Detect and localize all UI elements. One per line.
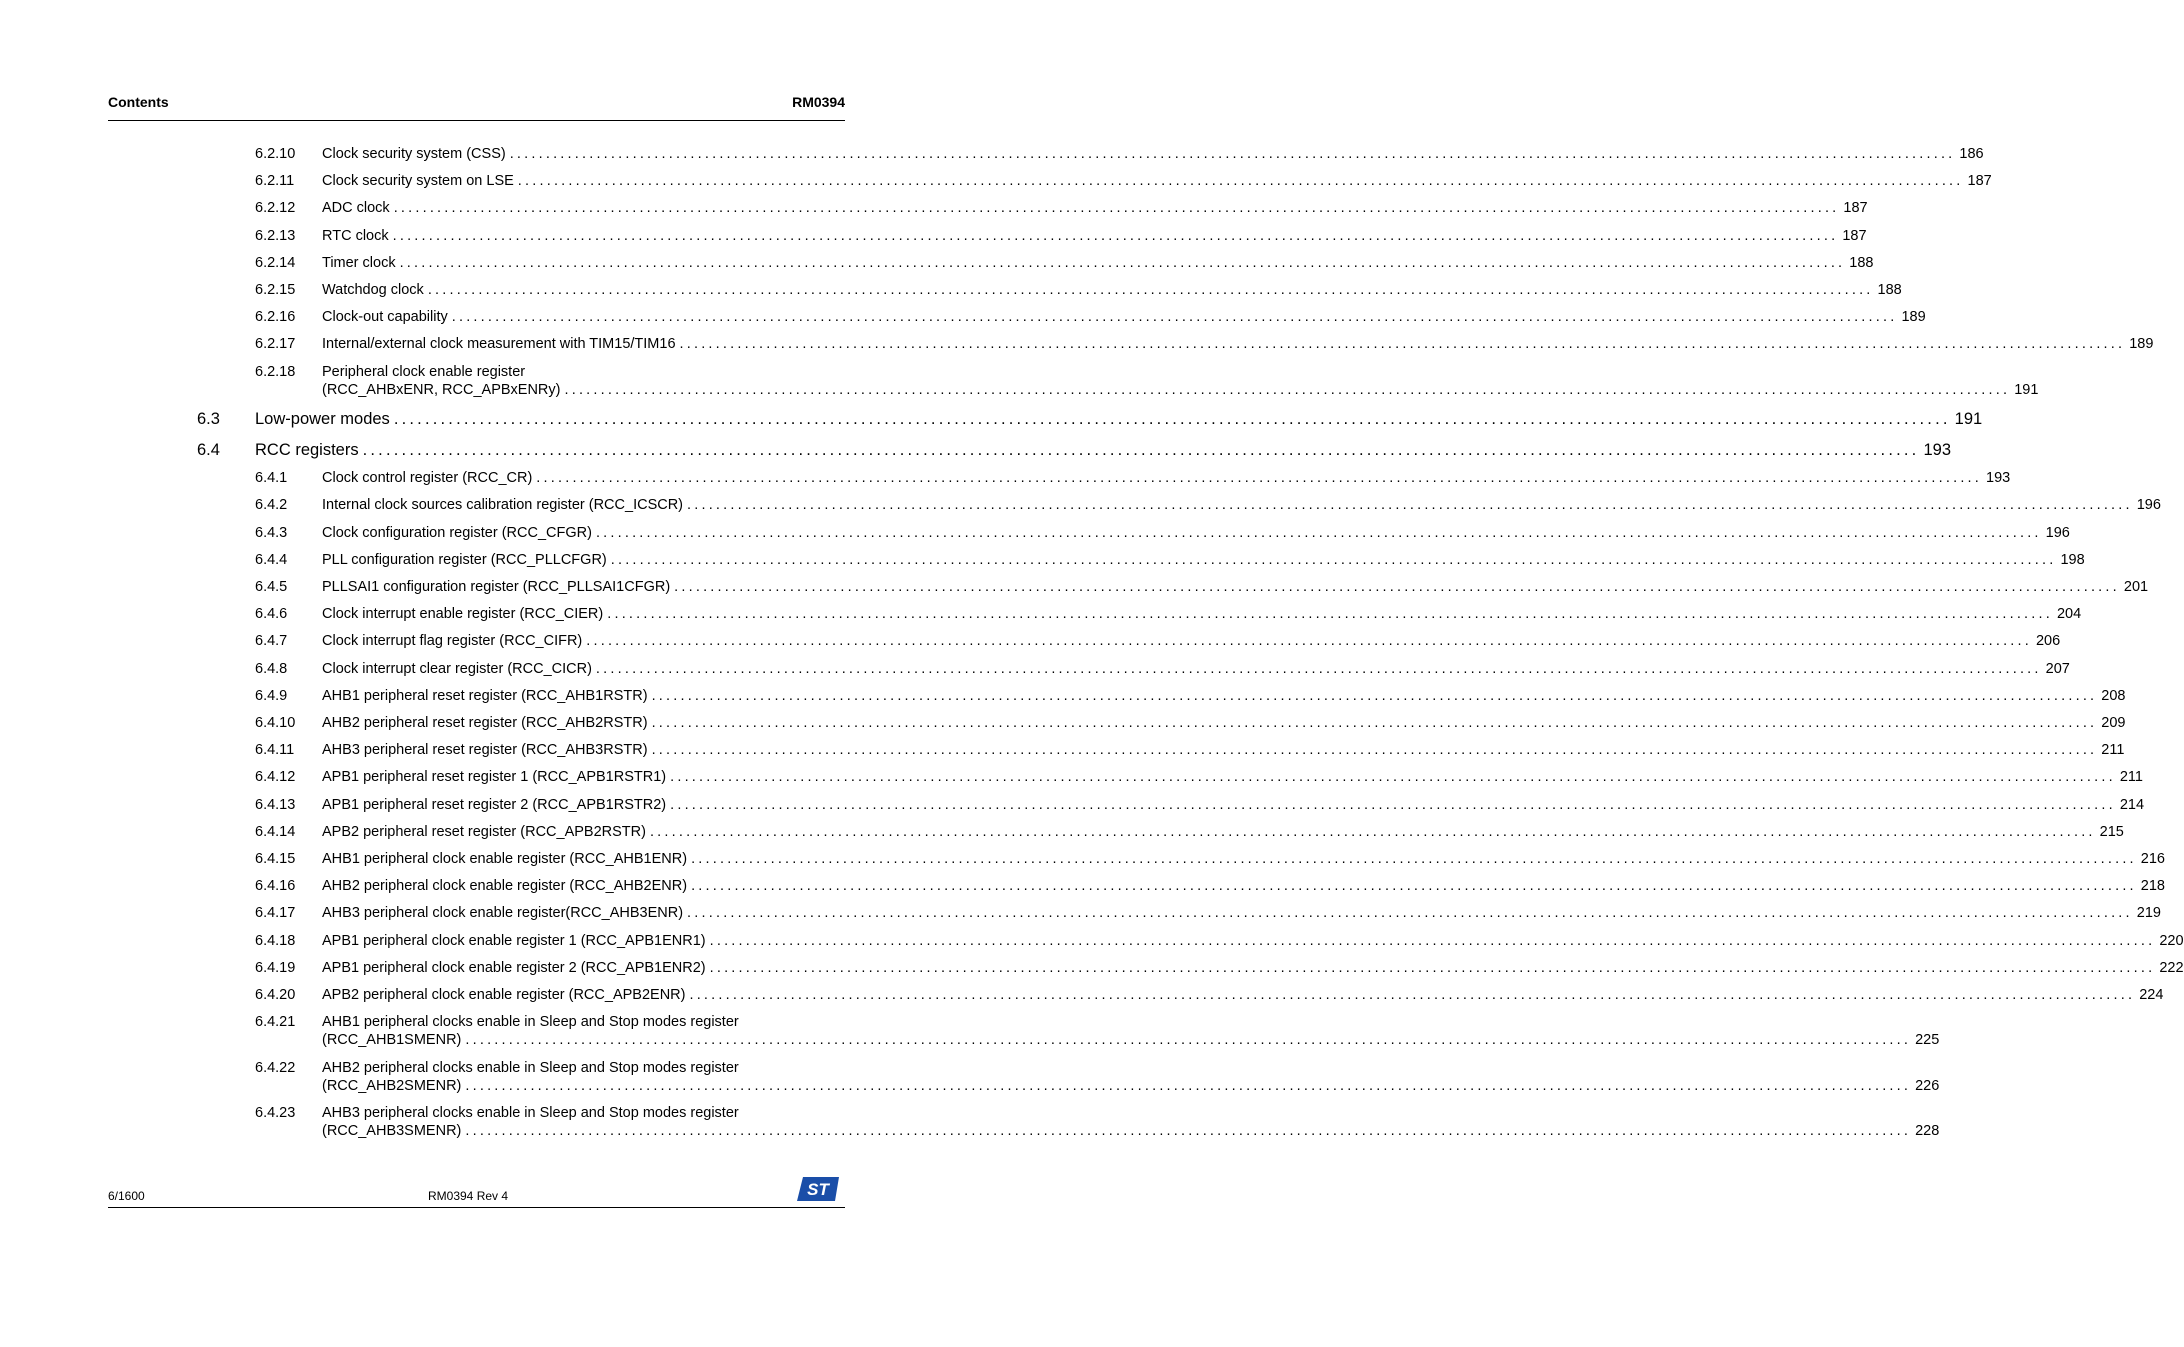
- toc-entry-title-line: Peripheral clock enable register: [322, 363, 526, 380]
- toc-entry-line: [322, 660, 2070, 678]
- toc-entry-number: 6.4.1: [255, 470, 288, 487]
- toc-dot-leader: ........................................................................................................................................................................................................: [595, 524, 2042, 541]
- toc-entry-line: [322, 959, 2184, 977]
- toc-entry-line: [322, 768, 2143, 786]
- toc-entry-title: APB1 peripheral clock enable register 1 (RCC_APB1ENR1): [322, 932, 706, 949]
- toc-entry-title: Clock control register (RCC_CR): [322, 470, 533, 487]
- toc-entry-number: 6.4.8: [255, 660, 288, 677]
- toc-entry-line: [322, 1077, 1940, 1095]
- toc-dot-leader: ........................................................................................................................................................................................................: [691, 850, 2137, 867]
- toc-dot-leader: ........................................................................................................................................................................................................: [399, 254, 1846, 271]
- toc-entry-number: 6.2.13: [255, 227, 296, 244]
- toc-entry-page: 193: [1923, 440, 1951, 459]
- toc-entry-page: 228: [1915, 1123, 1940, 1140]
- toc-entry-number: 6.4.9: [255, 687, 288, 704]
- toc-entry-line: [255, 410, 1983, 429]
- toc-entry-page: 216: [2140, 850, 2165, 867]
- toc-entry-line: [322, 281, 1902, 299]
- toc-entry-line: [322, 381, 2039, 399]
- toc-entry-page: 196: [2045, 524, 2070, 541]
- toc-entry-line: [322, 551, 2085, 569]
- st-logo-icon: [797, 1177, 839, 1201]
- toc-entry-line: [322, 796, 2145, 814]
- toc-entry-title: APB1 peripheral reset register 1 (RCC_APB1RSTR1): [322, 769, 667, 786]
- toc-dot-leader: ........................................................................................................................................................................................................: [651, 742, 2098, 759]
- toc-entry-number: 6.2.10: [255, 146, 296, 162]
- toc-entry-title: Clock interrupt clear register (RCC_CICR): [322, 660, 592, 677]
- toc-entry-page: 191: [1954, 410, 1983, 429]
- toc-entry-page: 188: [1849, 254, 1874, 271]
- toc-entry-number: 6.4.22: [255, 1059, 296, 1076]
- toc-dot-leader: ........................................................................................................................................................................................................: [687, 497, 2133, 514]
- toc-entry-title: Internal clock sources calibration register (RCC_ICSCR): [322, 497, 684, 514]
- toc-entry-title: AHB1 peripheral clock enable register (RCC_AHB1ENR): [322, 850, 688, 867]
- toc-entry-page: 189: [1901, 309, 1926, 326]
- toc-entry-page: 201: [2123, 578, 2149, 595]
- toc-entry-page: 189: [2129, 336, 2154, 353]
- toc-entry-title: Clock security system on LSE: [322, 173, 514, 190]
- toc-entry-page: 214: [2119, 796, 2145, 813]
- toc-entry-page: 198: [2060, 551, 2085, 568]
- toc-entry-line: [322, 904, 2161, 922]
- toc-dot-leader: ........................................................................................................................................................................................................: [465, 1077, 1912, 1094]
- toc-entry-line: [322, 850, 2165, 868]
- toc-entry-title: APB2 peripheral reset register (RCC_APB2RSTR): [322, 823, 646, 840]
- toc-entry-line: [322, 632, 2061, 650]
- page-header: [108, 94, 845, 121]
- toc-entry-line: [322, 227, 1867, 245]
- toc-entry-line: [322, 145, 1984, 163]
- footer-document-revision: RM0394 Rev 4: [428, 1189, 509, 1203]
- toc-entry-number: 6.4.6: [255, 606, 288, 623]
- toc-entry-number: 6.4.21: [255, 1014, 296, 1031]
- toc-entry-title: AHB3 peripheral reset register (RCC_AHB3RSTR): [322, 742, 648, 759]
- toc-entry-line: [322, 524, 2070, 542]
- toc-dot-leader: ........................................................................................................................................................................................................: [651, 714, 2098, 731]
- toc-dot-leader: ........................................................................................................................................................................................................: [649, 823, 2096, 840]
- toc-entry-number: 6.4.3: [255, 524, 288, 541]
- toc-entry-title-line: AHB2 peripheral clocks enable in Sleep and Stop modes register: [322, 1059, 739, 1076]
- toc-entry-title: AHB2 peripheral reset register (RCC_AHB2RSTR): [322, 714, 648, 731]
- toc-entry-page: 222: [2159, 959, 2184, 976]
- toc-entry-page: 196: [2136, 497, 2161, 514]
- toc-entry-page: 225: [1915, 1032, 1940, 1049]
- toc-entry-number: 6.4.12: [255, 769, 296, 786]
- toc-entry-line: [322, 578, 2149, 596]
- toc-entry-title: Clock interrupt flag register (RCC_CIFR): [322, 633, 583, 650]
- toc-entry-number: 6.4.15: [255, 850, 296, 867]
- toc-entry-number: 6.4.4: [255, 551, 288, 568]
- toc-entry-line: [255, 440, 1951, 459]
- toc-entry-title: Watchdog clock: [322, 282, 424, 298]
- toc-dot-leader: ........................................................................................................................................................................................................: [679, 336, 2126, 353]
- toc-entry-page: 187: [1967, 173, 1992, 190]
- toc-dot-leader: ........................................................................................................................................................................................................: [651, 687, 2098, 704]
- toc-entry-page: 218: [2140, 878, 2165, 895]
- toc-entry-title: AHB1 peripheral reset register (RCC_AHB1RSTR): [322, 687, 648, 704]
- toc-entry-number: 6.4.19: [255, 959, 296, 976]
- toc-entry-title-line: AHB1 peripheral clocks enable in Sleep and Stop modes register: [322, 1014, 739, 1031]
- toc-entry-page: 211: [2101, 742, 2125, 759]
- toc-dot-leader: ........................................................................................................................................................................................................: [670, 769, 2116, 786]
- toc-entry-number: 6.4.23: [255, 1105, 296, 1122]
- toc-entry-line: [322, 308, 1926, 326]
- toc-entry-number: 6.4.17: [255, 905, 296, 922]
- toc-dot-leader: ........................................................................................................................................................................................................: [393, 410, 1951, 429]
- svg-text:ST: ST: [807, 1180, 829, 1199]
- toc-entry-line: [322, 741, 2125, 759]
- toc-entry-page: 188: [1877, 282, 1902, 298]
- toc-dot-leader: ........................................................................................................................................................................................................: [517, 173, 1964, 190]
- toc-entry-line: [322, 1122, 1940, 1140]
- toc-entry-page: 187: [1843, 200, 1868, 217]
- toc-dot-leader: ........................................................................................................................................................................................................: [509, 146, 1956, 162]
- toc-dot-leader: ........................................................................................................................................................................................................: [607, 606, 2053, 623]
- toc-entry-line: [322, 199, 1868, 217]
- toc-dot-leader: ........................................................................................................................................................................................................: [586, 633, 2032, 650]
- page-footer: [108, 1180, 845, 1208]
- toc-entry-number: 6.4.14: [255, 823, 296, 840]
- toc-entry-page: 215: [2099, 823, 2124, 840]
- toc-entry-page: 186: [1959, 146, 1984, 162]
- toc-entry-title: Low-power modes: [255, 410, 390, 429]
- toc-entry-line: [322, 1031, 1940, 1049]
- toc-dot-leader: ........................................................................................................................................................................................................: [691, 878, 2137, 895]
- toc-entry-title-line: AHB3 peripheral clocks enable in Sleep and Stop modes register: [322, 1105, 739, 1122]
- toc-entry-line: [322, 172, 1992, 190]
- toc-entry-title: AHB2 peripheral clock enable register (RCC_AHB2ENR): [322, 878, 688, 895]
- footer-page-number: 6/1600: [108, 1189, 145, 1203]
- toc-dot-leader: ........................................................................................................................................................................................................: [689, 986, 2136, 1003]
- toc-entry-number: 6.2.14: [255, 254, 296, 271]
- toc-entry-page: 204: [2056, 606, 2082, 623]
- toc-dot-leader: ........................................................................................................................................................................................................: [536, 470, 1983, 487]
- toc-entry-number: 6.2.17: [255, 336, 296, 353]
- toc-entry-line: [322, 714, 2126, 732]
- toc-entry-title: (RCC_AHB2SMENR): [322, 1077, 462, 1094]
- toc-dot-leader: ........................................................................................................................................................................................................: [709, 959, 2156, 976]
- toc-dot-leader: ........................................................................................................................................................................................................: [687, 905, 2133, 922]
- toc-entry-page: 193: [1986, 470, 2011, 487]
- toc-entry-title: Clock interrupt enable register (RCC_CIER): [322, 606, 604, 623]
- toc-entry-number: 6.4.13: [255, 796, 296, 813]
- toc-dot-leader: ........................................................................................................................................................................................................: [610, 551, 2057, 568]
- toc-entry-line: [322, 986, 2164, 1004]
- header-section-title: Contents: [108, 94, 169, 110]
- toc-entry-line: [322, 687, 2126, 705]
- toc-entry-title: Timer clock: [322, 254, 396, 271]
- toc-entry-number: 6.4.7: [255, 633, 288, 650]
- toc-entry-title: APB1 peripheral reset register 2 (RCC_APB1RSTR2): [322, 796, 667, 813]
- toc-entry-number: 6.4.5: [255, 578, 288, 595]
- toc-dot-leader: ........................................................................................................................................................................................................: [465, 1032, 1912, 1049]
- toc-dot-leader: ........................................................................................................................................................................................................: [393, 200, 1840, 217]
- toc-entry-title: (RCC_AHB1SMENR): [322, 1032, 462, 1049]
- toc-entry-number: 6.4.20: [255, 986, 296, 1003]
- toc-entry-line: [322, 254, 1874, 272]
- toc-entry-title: APB1 peripheral clock enable register 2 (RCC_APB1ENR2): [322, 959, 706, 976]
- toc-entry-title: Internal/external clock measurement with TIM15/TIM16: [322, 336, 676, 353]
- toc-entry-line: [322, 605, 2082, 623]
- toc-entry-number: 6.2.15: [255, 282, 296, 298]
- toc-dot-leader: ........................................................................................................................................................................................................: [674, 578, 2120, 595]
- toc-entry-page: 211: [2119, 769, 2143, 786]
- toc-dot-leader: ........................................................................................................................................................................................................: [362, 440, 1920, 459]
- toc-entry-number: 6.4.11: [255, 742, 295, 759]
- toc-entry-page: 220: [2159, 932, 2184, 949]
- toc-entry-title: AHB3 peripheral clock enable register(RCC_AHB3ENR): [322, 905, 684, 922]
- toc-entry-title: PLL configuration register (RCC_PLLCFGR): [322, 551, 607, 568]
- toc-entry-page: 206: [2035, 633, 2061, 650]
- toc-entry-line: [322, 932, 2184, 950]
- toc-entry-line: [322, 877, 2165, 895]
- toc-entry-page: 187: [1842, 227, 1867, 244]
- toc-entry-number: 6.2.12: [255, 200, 296, 217]
- toc-entry-page: 208: [2101, 687, 2126, 704]
- toc-entry-number: 6.4.16: [255, 878, 296, 895]
- toc-entry-number: 6.4: [197, 440, 220, 459]
- toc-dot-leader: ........................................................................................................................................................................................................: [670, 796, 2116, 813]
- toc-entry-title: (RCC_AHB3SMENR): [322, 1123, 462, 1140]
- toc-entry-number: 6.4.18: [255, 932, 296, 949]
- toc-dot-leader: ........................................................................................................................................................................................................: [451, 309, 1898, 326]
- toc-dot-leader: ........................................................................................................................................................................................................: [595, 660, 2042, 677]
- toc-entry-line: [322, 469, 2011, 487]
- toc-dot-leader: ........................................................................................................................................................................................................: [465, 1123, 1912, 1140]
- toc-entry-line: [322, 496, 2161, 514]
- toc-entry-page: 224: [2139, 986, 2164, 1003]
- toc-entry-page: 207: [2045, 660, 2070, 677]
- toc-entry-number: 6.2.18: [255, 363, 296, 380]
- toc-entry-number: 6.2.11: [255, 173, 295, 190]
- toc-entry-number: 6.4.10: [255, 714, 296, 731]
- toc-entry-title: PLLSAI1 configuration register (RCC_PLLSAI1CFGR): [322, 578, 671, 595]
- toc-entry-title: Clock security system (CSS): [322, 146, 506, 162]
- toc-entry-number: 6.4.2: [255, 497, 288, 514]
- toc-entry-title: Clock-out capability: [322, 309, 448, 326]
- toc-entry-number: 6.3: [197, 410, 220, 429]
- toc-entry-title: APB2 peripheral clock enable register (RCC_APB2ENR): [322, 986, 686, 1003]
- toc-dot-leader: ........................................................................................................................................................................................................: [427, 282, 1874, 298]
- toc-entry-title: (RCC_AHBxENR, RCC_APBxENRy): [322, 381, 561, 398]
- toc-entry-line: [322, 823, 2124, 841]
- header-document-id: RM0394: [792, 94, 845, 110]
- toc-entry-page: 191: [2014, 381, 2039, 398]
- toc-entry-page: 226: [1915, 1077, 1940, 1094]
- toc-entry-page: 219: [2136, 905, 2161, 922]
- toc-dot-leader: ........................................................................................................................................................................................................: [392, 227, 1839, 244]
- toc-entry-title: ADC clock: [322, 200, 390, 217]
- toc-entry-page: 209: [2101, 714, 2126, 731]
- toc-entry-number: 6.2.16: [255, 309, 296, 326]
- toc-dot-leader: ........................................................................................................................................................................................................: [709, 932, 2156, 949]
- toc-dot-leader: ........................................................................................................................................................................................................: [564, 381, 2011, 398]
- toc-entry-line: [322, 335, 2154, 353]
- toc-entry-title: RCC registers: [255, 440, 359, 459]
- toc-entry-title: RTC clock: [322, 227, 389, 244]
- toc-entry-title: Clock configuration register (RCC_CFGR): [322, 524, 592, 541]
